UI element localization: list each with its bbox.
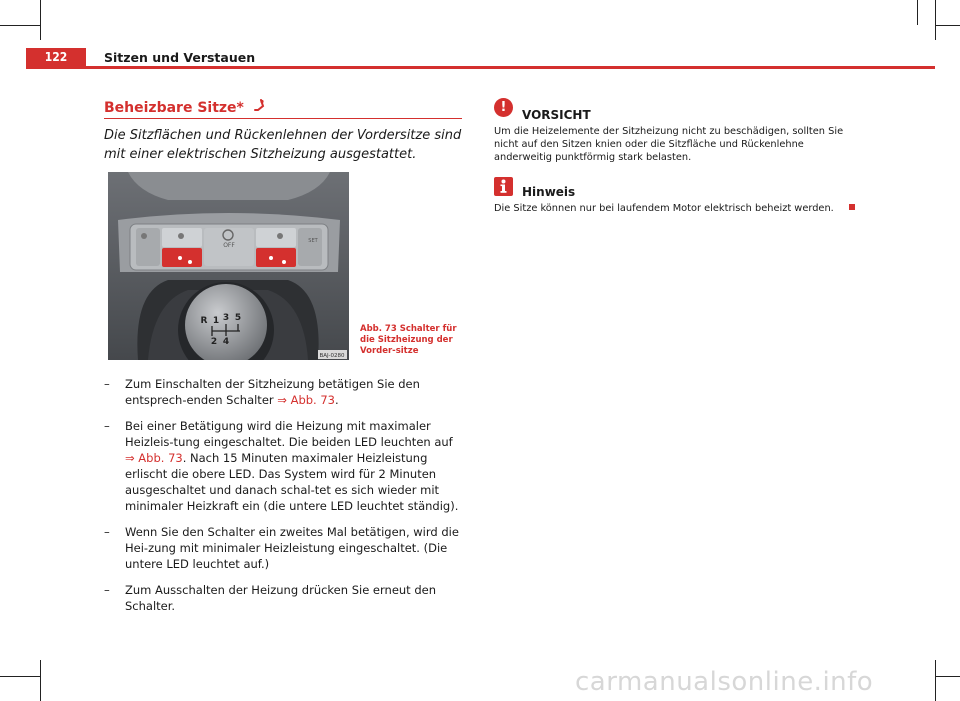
intro-text: Die Sitzflächen und Rückenlehnen der Vordersitze sind mit einer elektrischen Sitzheizung ausgestattet.: [104, 128, 462, 162]
caution-text: Um die Heizelemente der Sitzheizung nicht zu beschädigen, sollten Sie nicht auf den Sitzen knien oder die Sitzfläche und Rückenlehne anderweitig punktförmig stark belasten.: [494, 126, 844, 163]
list-item: – Zum Einschalten der Sitzheizung betätigen Sie den entsprech-enden Schalter ⇒ Abb. 73.: [104, 377, 420, 407]
list-dash: –: [104, 583, 110, 597]
center-console-illustration: [108, 172, 349, 360]
note-text: Die Sitze können nur bei laufendem Motor elektrisch beheizt werden.: [494, 203, 834, 214]
crop-mark: [935, 0, 936, 40]
gear-label-2: 2: [210, 337, 218, 347]
figure-reference-link[interactable]: ⇒ Abb. 73: [277, 393, 335, 407]
caution-icon: !: [494, 98, 513, 117]
list-dash: –: [104, 419, 110, 433]
figure-reference-link[interactable]: ⇒ Abb. 73: [125, 451, 183, 465]
gear-label-4: 4: [222, 337, 230, 347]
watermark: carmanualsonline.info: [575, 667, 874, 697]
section-rule: [104, 118, 462, 119]
caution-title: VORSICHT: [522, 108, 591, 122]
gear-label-1: 1: [212, 316, 220, 326]
note-title: Hinweis: [522, 185, 576, 199]
header-rule: [26, 66, 935, 69]
end-of-section-mark: [849, 204, 855, 210]
list-dash: –: [104, 525, 110, 539]
set-label: SET: [308, 238, 318, 244]
instruction-list: [104, 376, 466, 624]
crop-mark: [0, 25, 40, 26]
crop-mark: [935, 25, 960, 26]
gear-label-3: 3: [222, 313, 230, 323]
figure-code: BAJ-0280: [319, 353, 345, 359]
gear-label-5: 5: [234, 313, 242, 323]
list-item: – Zum Ausschalten der Heizung drücken Sie erneut den Schalter.: [104, 583, 437, 613]
seat-heating-icon: [252, 99, 266, 113]
section-title: [104, 99, 266, 116]
list-item: – Wenn Sie den Schalter ein zweites Mal betätigen, wird die Hei-zung mit minimaler Heizleistung eingeschaltet. (Die untere LED leuchtet auf.): [104, 525, 459, 571]
figure-caption: Abb. 73 Schalter für die Sitzheizung der Vorder-sitze: [360, 324, 457, 356]
off-label: OFF: [223, 242, 235, 249]
list-dash: –: [104, 377, 110, 391]
page-number: 122: [44, 50, 68, 64]
chapter-title: Sitzen und Verstauen: [104, 50, 256, 65]
gear-label-r: R: [200, 316, 208, 326]
crop-mark: [0, 676, 40, 677]
note-icon: [494, 177, 513, 196]
list-item: – Bei einer Betätigung wird die Heizung mit maximaler Heizleis-tung eingeschaltet. Die beiden LED leuchten auf ⇒ Abb. 73. Nach 15 Minuten maximaler Heizleistung erlischt die obere LED. Das System wird für 2 Minuten ausgeschaltet und danach schal-tet es sich wieder mit minimaler Heizkraft ein (die untere LED leuchtet ständig).: [104, 419, 459, 513]
seat-heating-switch-figure: [108, 172, 349, 360]
crop-mark: [935, 660, 936, 701]
crop-mark: [40, 0, 41, 40]
section-title-text: Beheizbare Sitze*: [104, 100, 244, 116]
crop-mark: [40, 660, 41, 701]
crop-mark: [935, 676, 960, 677]
crop-mark: [917, 0, 918, 25]
